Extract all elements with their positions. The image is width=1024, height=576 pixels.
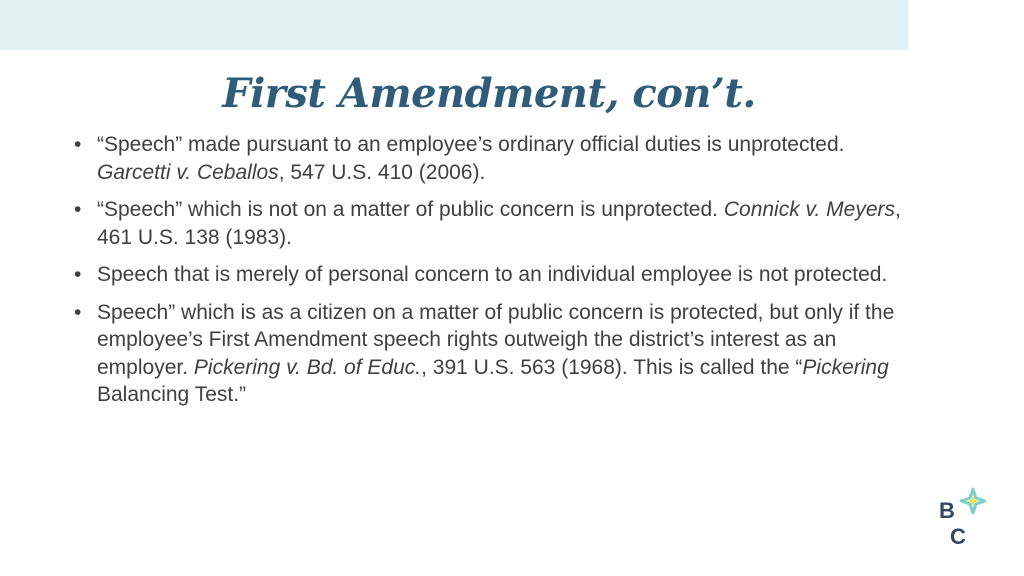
bullet-text	[97, 301, 894, 407]
bullet-text-segment: , 461 U.S. 138 (1983).	[97, 198, 901, 249]
bc-logo-icon	[935, 485, 991, 547]
bullet-marker: •	[74, 133, 82, 156]
bullet-item	[74, 131, 904, 186]
bullet-text-segment: “Speech” which is not on a matter of public concern is unprotected.	[97, 198, 724, 221]
bullet-list	[74, 131, 904, 419]
case-citation-name: Connick v. Meyers	[723, 198, 896, 221]
case-citation-name: Garcetti v. Ceballos	[97, 160, 279, 184]
bullet-text	[97, 263, 887, 286]
bullet-marker: •	[74, 198, 82, 221]
bullet-text-segment: “Speech” made pursuant to an employee’s ordinary official duties is unprotected.	[97, 133, 845, 156]
bullet-text-segment: Balancing Test.”	[97, 383, 247, 406]
bullet-text-segment: Speech that is merely of personal concern to an individual employee is not protected.	[97, 263, 888, 286]
bullet-item	[74, 299, 904, 409]
bullet-text-segment: , 547 U.S. 410 (2006).	[278, 160, 486, 184]
bullet-item	[74, 196, 904, 251]
bullet-item	[74, 261, 904, 289]
bullet-marker: •	[74, 263, 82, 286]
header-band	[0, 0, 908, 50]
bullet-text	[97, 198, 901, 249]
bullet-text	[97, 133, 845, 184]
bullet-text-segment: , 391 U.S. 563 (1968). This is called the “	[421, 355, 803, 379]
logo-star-icon	[961, 489, 985, 513]
logo-letter-b: B	[939, 498, 955, 523]
logo-letter-c: C	[950, 524, 966, 547]
bullet-text-segment: Speech” which is as a citizen on a matter of public concern is protected, but only if the employee’s First Amendment speech rights outweigh the district’s interest as an employer.	[97, 300, 895, 379]
case-citation-name: Pickering	[802, 355, 889, 379]
case-citation-name: Pickering v. Bd. of Educ.	[193, 355, 422, 379]
bullet-marker: •	[74, 300, 82, 324]
bc-logo	[935, 485, 991, 547]
slide-title: First Amendment, con’t.	[222, 70, 756, 117]
